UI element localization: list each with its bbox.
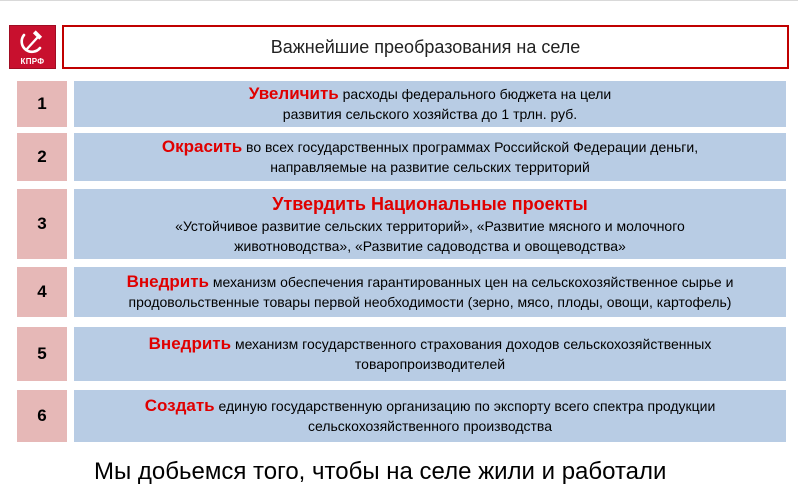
action-word: Создать — [144, 396, 215, 415]
hammer-sickle-icon — [10, 26, 55, 58]
row-number-5: 5 — [17, 327, 67, 381]
row-text: во всех государственных программах Российской Федерации деньги, — [242, 139, 699, 155]
row-text: продовольственные товары первой необходимости (зерно, мясо, плоды, овощи, картофель) — [128, 294, 732, 310]
row-body-3 — [74, 189, 786, 259]
footer-text: Мы добьемся того, чтобы на селе жили и работали — [94, 458, 667, 485]
row-body-4 — [74, 267, 786, 317]
row-line — [249, 84, 611, 104]
row-body-5 — [74, 327, 786, 381]
row-text: механизм государственного страхования доходов сельскохозяйственных — [231, 336, 712, 352]
row-line — [127, 272, 734, 292]
row-number-1: 1 — [17, 81, 67, 127]
row-text: товаропроизводителей — [354, 356, 506, 372]
action-word: Увеличить — [248, 84, 339, 103]
action-word: Утвердить Национальные проекты — [272, 194, 588, 214]
row-text: развития сельского хозяйства до 1 трлн. руб. — [282, 106, 578, 122]
action-word: Внедрить — [126, 272, 209, 291]
row-text: «Устойчивое развитие сельских территорий», «Развитие мясного и молочного — [175, 218, 685, 234]
logo-text: КПРФ — [20, 57, 45, 66]
row-body-2 — [74, 133, 786, 181]
row-text: расходы федерального бюджета на цели — [338, 86, 612, 102]
row-text: механизм обеспечения гарантированных цен на сельскохозяйственное сырье и — [208, 274, 734, 290]
action-word: Окрасить — [161, 137, 243, 156]
title-box — [62, 25, 789, 69]
row-body-1 — [74, 81, 786, 127]
page-title: Важнейшие преобразования на селе — [270, 36, 581, 57]
top-divider — [0, 0, 798, 1]
row-text: единую государственную организацию по экспорту всего спектра продукции — [214, 398, 716, 414]
row-text: сельскохозяйственного производства — [308, 418, 552, 434]
row-number-2: 2 — [17, 133, 67, 181]
kprf-logo — [9, 25, 56, 69]
row-number-6: 6 — [17, 390, 67, 442]
row-line — [149, 334, 712, 354]
action-word: Внедрить — [148, 334, 232, 353]
row-number-4: 4 — [17, 267, 67, 317]
row-line — [162, 137, 698, 157]
row-text: направляемые на развитие сельских территорий — [270, 159, 590, 175]
row-line — [145, 396, 716, 416]
row-number-3: 3 — [17, 189, 67, 259]
row-text: животноводства», «Развитие садоводства и овощеводства» — [234, 238, 626, 254]
row-body-6 — [74, 390, 786, 442]
